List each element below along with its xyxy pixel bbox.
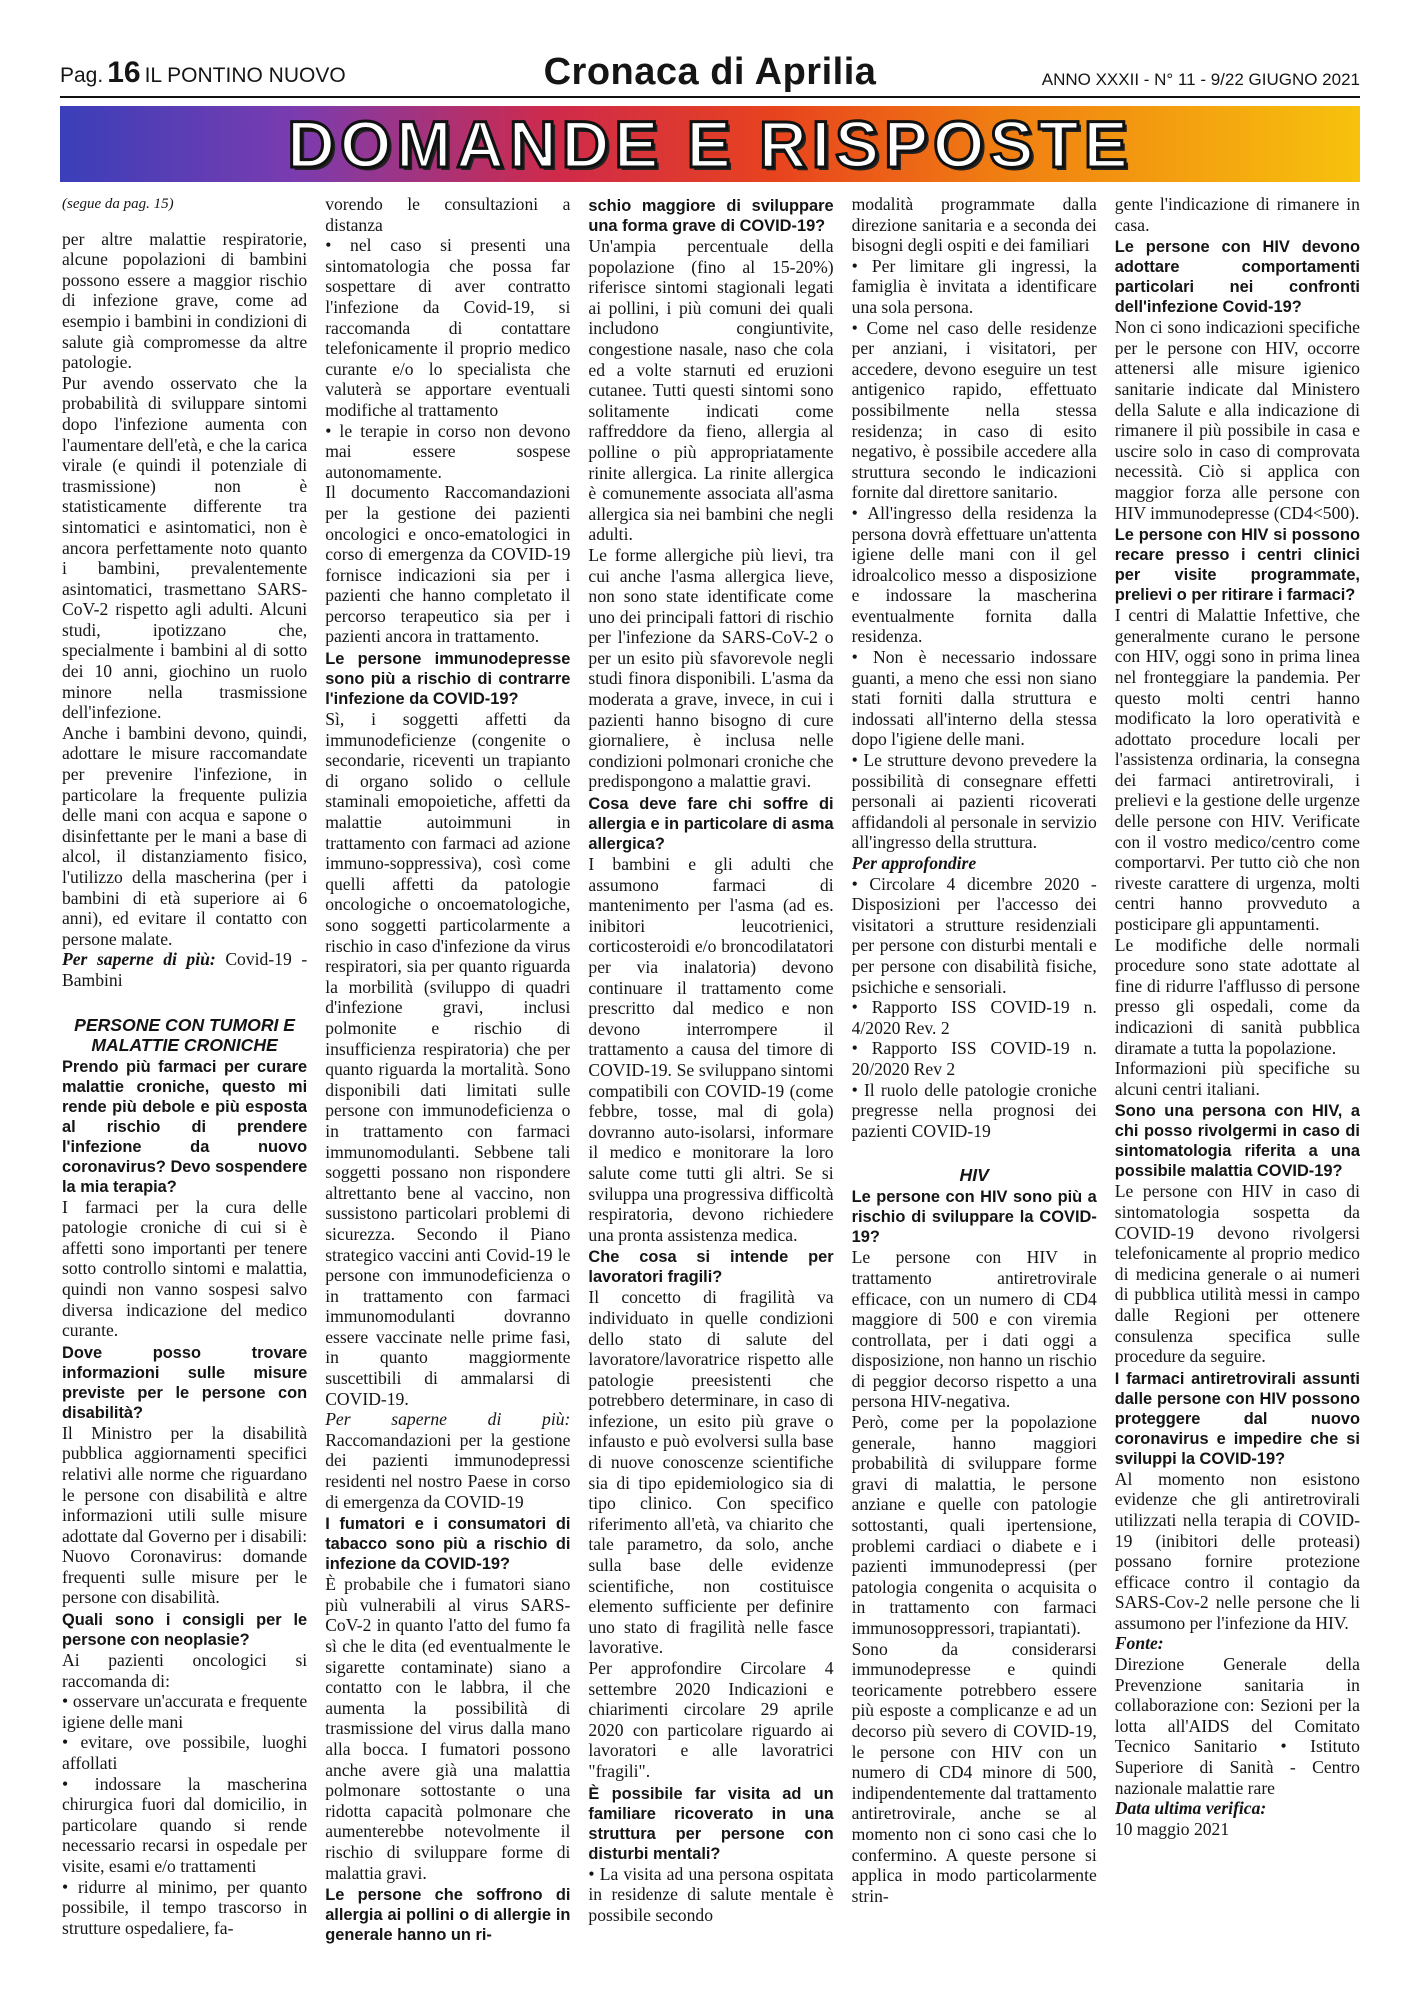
answer: Ai pazienti oncologici si raccomanda di: [62, 1650, 308, 1691]
answer: Il Ministro per la disabilità pubblica aggiornamenti specifici relativi alle norme che riguardano le persone con disabilità e altre informazioni utili sulle misure adottate dal Governo per i disabili: Nuovo Coronavirus: domande frequenti sulle misure per le persone con disabilità. [62, 1422, 308, 1608]
continued-note: (segue da pag. 15) [62, 196, 174, 212]
masthead [60, 51, 1360, 94]
question: Le persone con HIV sono più a rischio di sviluppare la COVID-19? [851, 1188, 1097, 1247]
column-2 [325, 194, 570, 1984]
answer: Però, come per la popolazione generale, hanno maggiori probabilità di sviluppare forme gravi di malattia, le persone anziane e quelle con patologie sottostanti, quali ipertensione, problemi cardiaci o diabete e i pazienti immunodepressi (per patologia congenita o acquisita o in trattamento con farmaci immunosoppressori, trapiantati). [851, 1412, 1097, 1638]
answer: Le persone con HIV in trattamento antiretrovirale efficace, con un numero di CD4 maggiore di 500 e con viremia controllata, per i dati oggi a disposizione, non hanno un rischio di peggior decorso rispetto a una persona HIV-negativa. [851, 1247, 1097, 1412]
bullet-item: • evitare, ove possibile, luoghi affollati [62, 1732, 308, 1774]
answer: Le persone con HIV in caso di sintomatologia sospetta da COVID-19 devono rivolgersi telefonicamente al proprio medico di medicina generale o ai numeri di pubblica utilità messi in campo dalle Regioni per ottenere consulenza specifica sulle procedure da seguire. [1114, 1181, 1360, 1367]
question: Prendo più farmaci per curare malattie croniche, questo mi rende più debole e più esposta al rischio di prendere l'infezione da nuovo coronavirus? Devo sospendere la mia terapia? [62, 1057, 308, 1196]
bullet-item: • Come nel caso delle residenze per anziani, i visitatori, per accedere, devono eseguire un test antigenico rapido, effettuato possibilmente nella stessa residenza; in caso di esito negativo, è possibile accedere alla struttura secondo le indicazioni fornite dal direttore sanitario. [851, 317, 1097, 503]
question: Le persone con HIV devono adottare comportamenti particolari nei confronti dell'infezione Covid-19? [1114, 238, 1360, 317]
page-label: Pag. [60, 64, 104, 87]
answer: Un'ampia percentuale della popolazione (fino al 15-20%) riferisce sintomi stagionali legati ai pollini, i più comuni dei quali includono congiuntivite, congestione nasale, naso che cola ed a volte starnuti ed eruzioni cutanee. Tutti questi sintomi sono solitamente indicati come raffreddore da fieno, allergia al polline o più appropriatamente rinite allergica. La rinite allergica è comunemente associata all'asma allergica sia nei bambini che negli adulti. [588, 236, 834, 545]
question: Le persone immunodepresse sono più a rischio di contrarre l'infezione da COVID-19? [325, 650, 571, 709]
answer: Al momento non esistono evidenze che gli antiretrovirali utilizzati nella terapia di COVID-19 (inibitori delle proteasi) possano fornire protezione efficace contro il contagio da SARS-Cov-2 nelle persone che li assumono per l'infezione da HIV. [1114, 1468, 1360, 1633]
more-info-label: Per approfondire [851, 853, 977, 873]
question: Sono una persona con HIV, a chi posso rivolgermi in caso di sintomatologia riferita a una possibile malattia COVID-19? [1114, 1102, 1360, 1181]
reference-item: • Circolare 4 dicembre 2020 - Disposizioni per l'accesso dei visitatori a strutture residenziali per persone con disturbi mentali e per persone con disabilità fisiche, psichiche e sensoriali. [851, 873, 1097, 997]
answer: Le forme allergiche più lievi, tra cui anche l'asma allergica lieve, non sono state identificate come uno dei principali fattori di rischio per l'infezione da SARS-CoV-2 o per un esito più sfavorevole negli studi finora disponibili. L'asma da moderata a grave, invece, in cui i pazienti hanno bisogno di cure giornaliere, è inclusa nelle condizioni polmonari croniche che predispongono a malattie gravi. [588, 544, 834, 792]
bullet-item: • La visita ad una persona ospitata in residenze di salute mentale è possibile secondo [588, 1863, 834, 1925]
column-4 [852, 194, 1097, 1984]
column-5 [1115, 194, 1360, 1984]
article-columns [62, 194, 1360, 1984]
question: Cosa deve fare chi soffre di allergia e in particolare di asma allergica? [588, 795, 834, 854]
bullet-item: • indossare la mascherina chirurgica fuori dal domicilio, in particolare quando si rende necessario recarsi in ospedale per visite, esami e/o trattamenti [62, 1773, 308, 1876]
question: Che cosa si intende per lavoratori fragili? [588, 1248, 834, 1287]
paragraph: Il documento Raccomandazioni per la gestione dei pazienti oncologici e onco-ematologici in corso di emergenza da COVID-19 fornisce indicazioni sia per i pazienti che hanno completato il percorso terapeutico sia per i pazienti ancora in trattamento. [325, 482, 571, 647]
issue-info: ANNO XXXII - N° 11 - 9/22 GIUGNO 2021 [1041, 70, 1360, 89]
section-title: Cronaca di Aprilia [543, 51, 877, 93]
paragraph: Pur avendo osservato che la probabilità di sviluppare sintomi dopo l'infezione aumenta con l'aumentare dell'età, e che la carica virale (e quindi il potenziale di trasmissione) non è statisticamente differente tra sintomatici e asintomatici, non è ancora perfettamente noto quanto i bambini, prevalentemente asintomatici, trasmettano SARS-CoV-2 rispetto agli adulti. Alcuni studi, ipotizzano che, specialmente i bambini al di sotto dei 10 anni, giochino un ruolo minore nella trasmissione dell'infezione. [62, 372, 308, 723]
answer: Il concetto di fragilità va individuato in quelle condizioni dello stato di salute del lavoratore/lavoratrice rispetto alle patologie preesistenti che potrebbero determinare, in caso di infezione, un esito più grave o infausto e può evolversi sulla base di nuove conoscenze scientifiche sia di tipo epidemiologico sia di tipo clinico. Con specifico riferimento all'età, va chiarito che tale parametro, da solo, anche sulla base delle evidenze scientifiche, non costituisce elemento sufficiente per definire uno stato di fragilità nelle fasce lavorative. [588, 1287, 834, 1658]
headline-banner [60, 106, 1360, 182]
more-info-label: Per saperne di più: [325, 1409, 571, 1430]
date-text: 10 maggio 2021 [1114, 1818, 1230, 1839]
question: I farmaci antiretrovirali assunti dalle persone con HIV possono proteggere dal nuovo coronavirus e impedire che si sviluppi la COVID-19? [1114, 1369, 1360, 1468]
more-info-text: Raccomandazioni per la gestione dei pazienti immunodepressi residenti nel nostro Paese in corso di emergenza da COVID-19 [325, 1429, 571, 1512]
answer: Sì, i soggetti affetti da immunodeficienze (congenite o secondarie, riceventi un trapianto di organo solido o cellule staminali emopoietiche, affetti da malattie autoimmuni in trattamento con farmaci ad azione immuno-soppressiva), così come quelli affetti da patologie oncologiche o oncoematologiche, sono soggetti particolarmente a rischio in caso d'infezione da virus respiratori, sia per quanto riguarda la morbilità (sviluppo di quadri d'infezione gravi, inclusi polmonite e rischio di insufficienza respiratoria) che per quanto riguarda la mortalità. Sono disponibili dati limitati sulle persone con immunodeficienza o in trattamento con farmaci immunomodulanti. Sebbene tali soggetti possano non rispondere altrettanto bene al vaccino, non sussistono particolari problemi di sicurezza. Secondo il Piano strategico vaccini anti Covid-19 le persone con immunodeficienza o in trattamento con farmaci immunomodulanti dovranno essere vaccinate nelle prime fasi, in quanto maggiormente suscettibili di ammalarsi di COVID-19. [325, 709, 571, 1409]
reference-item: • Rapporto ISS COVID-19 n. 4/2020 Rev. 2 [851, 997, 1097, 1038]
paragraph: vorendo le consultazioni a distanza [325, 194, 571, 235]
answer: Non ci sono indicazioni specifiche per le persone con HIV, occorre attenersi alle misure igienico sanitarie indicate dal Ministero della Salute e alla indicazione di rimanere il più possibile in casa e uscire solo in caso di comprovata necessità. Ciò si applica con maggior forza alle persone con HIV immunodepresse (CD4<500). [1114, 317, 1360, 523]
answer: Le modifiche delle normali procedure sono state adottate al fine di ridurre l'afflusso di persone presso gli ospedali, come da indicazioni di sanità pubblica diramate a tutta la popolazione. [1114, 934, 1360, 1058]
more-info-text: Covid-19 - Bambini [62, 949, 308, 990]
more-info [62, 949, 307, 990]
paragraph: Anche i bambini devono, quindi, adottare le misure raccomandate per prevenire l'infezione, in particolare la frequente pulizia delle mani con acqua e sapone o disinfettante per le mani a base di alcol, il distanziamento fisico, l'utilizzo della mascherina (per i bambini di età superiore ai 6 anni), ed evitare il contatto con persone malate. [62, 722, 308, 949]
bullet-item: • nel caso si presenti una sintomatologia che possa far sospettare di aver contratto l'infezione da Covid-19, si raccomanda di contattare telefonicamente il proprio medico curante e/o lo specialista che valuterà se apportare eventuali modifiche al trattamento [325, 235, 571, 420]
answer: Per approfondire Circolare 4 settembre 2020 Indicazioni e chiarimenti circolare 29 aprile 2020 con particolare riguardo ai lavoratori e alle lavoratrici "fragili". [588, 1658, 834, 1781]
column-3 [588, 194, 833, 1984]
answer: Sono da considerarsi immunodepresse e quindi teoricamente potrebbero essere più esposte a complicanze e ad un decorso più severo di COVID-19, le persone con HIV con un numero di CD4 minore di 500, indipendentemente dal trattamento antiretrovirale, anche se al momento non ci sono casi che lo confermino. A queste persone si applica in modo particolarmente strin- [851, 1638, 1097, 1906]
question: schio maggiore di sviluppare una forma grave di COVID-19? [588, 197, 834, 235]
paragraph: modalità programmate dalla direzione sanitaria e a seconda dei bisogni degli ospiti e dei familiari [851, 194, 1097, 256]
date-label: Data ultima verifica: [1114, 1798, 1267, 1819]
bullet-item: • le terapie in corso non devono mai essere sospese autonomamente. [325, 420, 571, 482]
answer: I farmaci per la cura delle patologie croniche di cui si è affetti sono importanti per tenere sotto controllo sintomi e malattia, quindi non vanno sospesi salvo diversa indicazione del medico curante. [62, 1196, 308, 1341]
bullet-item: • Le strutture devono prevedere la possibilità di consegnare effetti personali ai pazienti ricoverati affidandoli al personale in servizio all'ingresso della struttura. [851, 750, 1097, 853]
page-number: 16 [107, 56, 141, 89]
answer: Informazioni più specifiche su alcuni centri italiani. [1114, 1058, 1360, 1099]
question: I fumatori e i consumatori di tabacco sono più a rischio di infezione da COVID-19? [325, 1515, 571, 1574]
masthead-rule [60, 96, 1360, 98]
answer: È probabile che i fumatori siano più vulnerabili al virus SARS-CoV-2 in quanto l'atto del fumo fa sì che le dita (ed eventualmente le sigarette contaminate) siano a contatto con le labbra, il che aumenta la possibilità di trasmissione del virus dalla mano alla bocca. I fumatori possono anche avere già una malattia polmonare sottostante o una ridotta capacità polmonare che aumenterebbe notevolmente il rischio di sviluppare forme di malattia gravi. [325, 1574, 571, 1883]
question: Le persone che soffrono di allergia ai pollini o di allergie in generale hanno un ri- [325, 1886, 571, 1945]
newspaper-name: IL PONTINO NUOVO [144, 64, 346, 87]
question: Dove posso trovare informazioni sulle misure previste per le persone con disabilità? [62, 1343, 308, 1422]
bullet-item: • osservare un'accurata e frequente igiene delle mani [62, 1691, 308, 1732]
question: Le persone con HIV si possono recare presso i centri clinici per visite programmate, prelievi o per ritirare i farmaci? [1114, 526, 1360, 605]
bullet-item: • Per limitare gli ingressi, la famiglia è invitata a identificare una sola persona. [851, 255, 1097, 317]
headline: DOMANDE E RISPOSTE [287, 107, 1133, 181]
more-info [325, 1409, 570, 1512]
bullet-item: • ridurre al minimo, per quanto possibile, il tempo trascorso in strutture ospedaliere, fa- [62, 1876, 308, 1938]
section-heading: HIV [959, 1165, 989, 1186]
section-heading: PERSONE CON TUMORI E MALATTIE CRONICHE [74, 1014, 296, 1055]
paragraph: gente l'indicazione di rimanere in casa. [1114, 194, 1360, 235]
more-info-label: Per saperne di più: [62, 949, 216, 970]
question: Quali sono i consigli per le persone con neoplasie? [62, 1611, 308, 1650]
source-text: Direzione Generale della Prevenzione sanitaria in collaborazione con: Sezioni per la lotta all'AIDS del Comitato Tecnico Sanitario • Istituto Superiore di Sanità - Centro nazionale malattie rare [1114, 1654, 1360, 1798]
paragraph: per altre malattie respiratorie, alcune popolazioni di bambini possono essere a maggior rischio di infezione grave, come ad esempio i bambini in condizioni di salute già compromesse da altre patologie. [62, 228, 308, 373]
answer: I bambini e gli adulti che assumono farmaci di mantenimento per l'asma (ad es. inibitori leucotrienici, corticosteroidi e/o broncodilatatori per via inalatoria) devono continuare il trattamento come prescritto dal medico e non devono interrompere il trattamento a causa del timore di COVID-19. Se sviluppano sintomi compatibili con COVID-19 (come febbre, tosse, mal di gola) dovranno auto-isolarsi, informare il medico e monitorare la loro salute come tutti gli altri. Se si sviluppa una progressiva difficoltà respiratoria, devono richiedere una pronta assistenza medica. [588, 854, 834, 1245]
column-1 [62, 194, 307, 1984]
answer: I centri di Malattie Infettive, che generalmente curano le persone con HIV, oggi sono in prima linea nel fronteggiare la pandemia. Per questo molti centri hanno modificato la loro operatività e adottato procedure locali per l'assistenza ordinaria, la consegna dei farmaci antiretrovirali, i prelievi e la gestione delle urgenze delle persone con HIV. Verificate con il vostro medico/centro come comportarvi. Per tutto ciò che non riveste carattere di urgenza, molti centri hanno provveduto a posticipare gli appuntamenti. [1114, 605, 1360, 935]
reference-item: • Rapporto ISS COVID-19 n. 20/2020 Rev 2 [851, 1038, 1097, 1079]
question: È possibile far visita ad un familiare ricoverato in una struttura per persone con disturbi mentali? [588, 1784, 834, 1863]
reference-item: • Il ruolo delle patologie croniche pregresse nella prognosi dei pazienti COVID-19 [851, 1079, 1097, 1141]
bullet-item: • Non è necessario indossare guanti, a meno che essi non siano stati forniti dalla struttura e indossati all'interno della stessa dopo l'igiene delle mani. [851, 647, 1097, 750]
source-label: Fonte: [1114, 1633, 1164, 1654]
bullet-item: • All'ingresso della residenza la persona dovrà effettuare un'attenta igiene delle mani con il gel idroalcolico messo a disposizione e indossare la mascherina eventualmente fornita dalla residenza. [851, 502, 1097, 647]
